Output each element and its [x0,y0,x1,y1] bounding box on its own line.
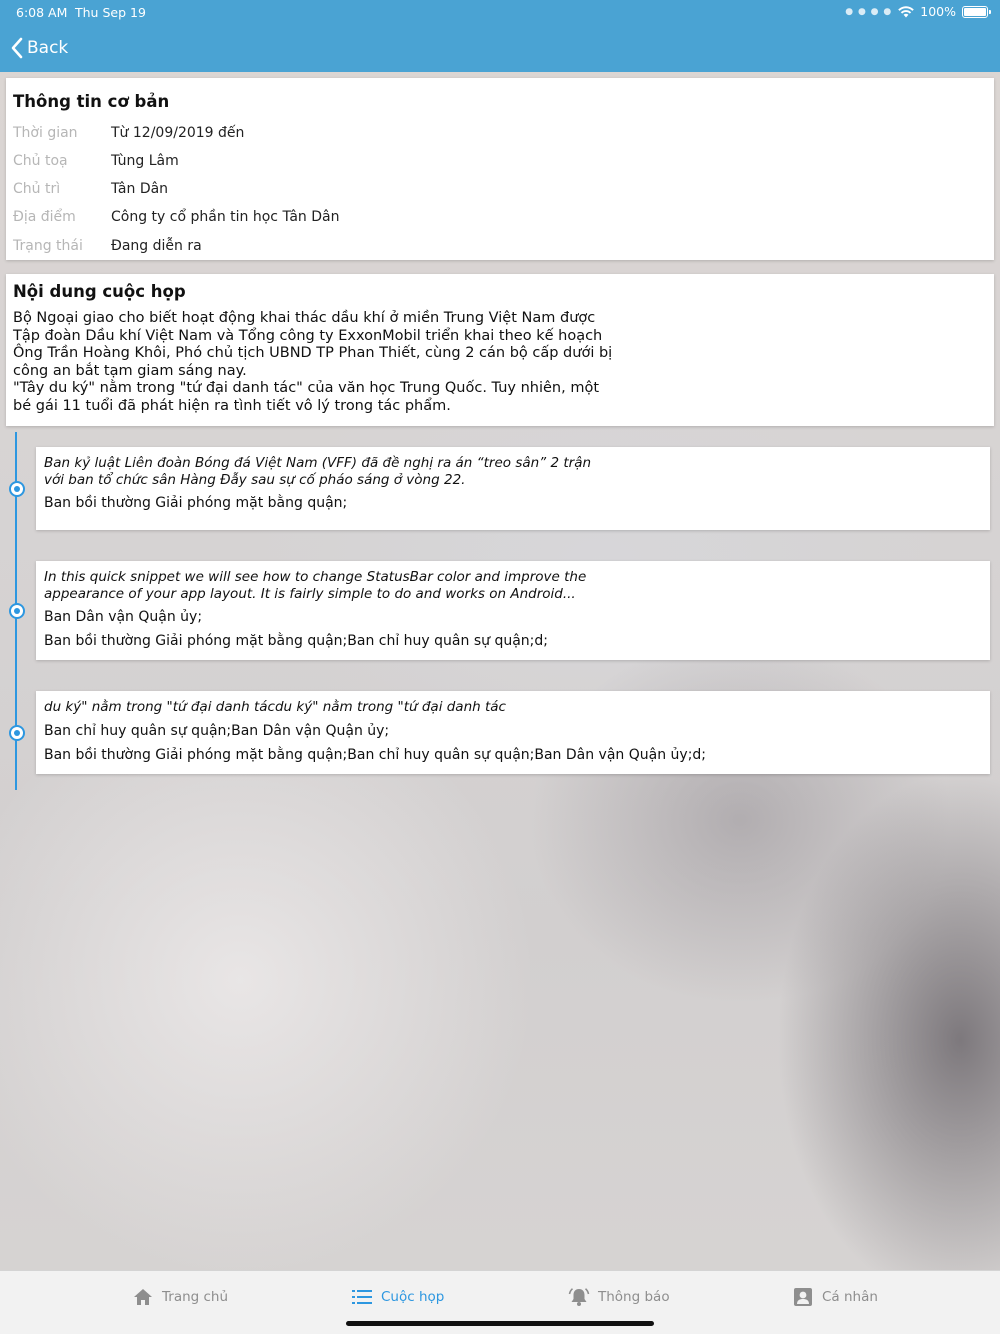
timeline-item-title [44,569,586,602]
info-value: Tân Dân [111,181,169,197]
info-value: Đang diễn ra [111,238,202,254]
timeline-item[interactable] [36,447,990,530]
content-line: Tập đoàn Dầu khí Việt Nam và Tổng công ty ExxonMobil triển khai theo kế hoạch [13,327,603,344]
meeting-content-title: Nội dung cuộc họp [13,282,186,301]
chevron-left-icon [10,37,23,59]
info-label: Chủ trì [13,181,61,197]
timeline-item-line: Ban bồi thường Giải phóng mặt bằng quận;Ban chỉ huy quân sự quận;Ban Dân vận Quận ủy;d; [44,747,707,763]
back-label: Back [27,38,69,58]
timeline-dot [9,603,25,619]
content-line: công an bắt tạm giam sáng nay. [13,362,247,379]
content-line: Bộ Ngoại giao cho biết hoạt động khai thác dầu khí ở miền Trung Việt Nam được [13,310,596,326]
bell-icon [568,1286,590,1308]
nav-header [0,0,1000,72]
status-bar [0,0,1000,24]
timeline-item-line: Ban chỉ huy quân sự quận;Ban Dân vận Quận ủy; [44,723,390,739]
timeline-item-title [44,699,506,716]
battery-percent: 100% [920,4,956,19]
timeline-title-line: In this quick snippet we will see how to change StatusBar color and improve the [44,569,587,585]
timeline-title-line: Ban kỷ luật Liên đoàn Bóng đá Việt Nam (VFF) đã đề nghị ra án “treo sân” 2 trận [44,455,592,471]
tab-label: Trang chủ [162,1289,229,1305]
timeline-dot [9,481,25,497]
timeline-title-line: du ký" nằm trong "tứ đại danh tácdu ký" nằm trong "tứ đại danh tác [44,699,506,715]
info-label: Địa điểm [13,209,76,225]
info-label: Trạng thái [13,238,83,254]
tab-label: Cuộc họp [381,1289,445,1305]
signal-icon: ● ● ● ● [845,6,893,17]
content-line: "Tây du ký" nằm trong "tứ đại danh tác" của văn học Trung Quốc. Tuy nhiên, một [13,380,600,396]
back-button[interactable] [10,34,68,62]
content-line: Ông Trần Hoàng Khôi, Phó chủ tịch UBND TP Phan Thiết, cùng 2 cán bộ cấp dưới bị [13,345,613,361]
info-value: Từ 12/09/2019 đến [111,125,245,141]
basic-info-title: Thông tin cơ bản [13,92,170,111]
timeline-item-line: Ban Dân vận Quận ủy; [44,609,203,625]
tab-notifications[interactable] [568,1285,670,1309]
basic-info-card [6,78,994,260]
meeting-content-card [6,274,994,426]
status-date: Thu Sep 19 [75,5,146,20]
tab-label: Cá nhân [822,1289,878,1305]
tab-profile[interactable] [792,1285,878,1309]
list-icon [351,1286,373,1308]
timeline-item-title [44,455,591,488]
home-icon [132,1286,154,1308]
info-label: Thời gian [13,125,78,141]
content-line: bé gái 11 tuổi đã phát hiện ra tình tiết vô lý trong tác phẩm. [13,397,451,414]
tab-label: Thông báo [598,1289,670,1305]
wifi-icon [898,6,914,18]
info-label: Chủ toạ [13,153,68,169]
battery-icon [962,6,988,18]
timeline-item-line: Ban bồi thường Giải phóng mặt bằng quận; [44,495,348,511]
timeline-dot [9,725,25,741]
info-value: Tùng Lâm [111,153,179,169]
info-value: Công ty cổ phần tin học Tân Dân [111,209,340,225]
timeline-title-line: với ban tổ chức sân Hàng Đẫy sau sự cố pháo sáng ở vòng 22. [44,471,466,488]
meeting-content-body [13,310,613,415]
person-icon [792,1286,814,1308]
home-indicator [346,1321,654,1326]
timeline-title-line: appearance of your app layout. It is fairly simple to do and works on Android... [44,585,576,602]
timeline-item[interactable] [36,691,990,774]
status-time: 6:08 AM [16,5,68,20]
tab-meetings[interactable] [351,1285,444,1309]
timeline-item[interactable] [36,561,990,660]
tab-home[interactable] [132,1285,228,1309]
status-indicators [845,4,988,19]
timeline-item-line: Ban bồi thường Giải phóng mặt bằng quận;Ban chỉ huy quân sự quận;d; [44,633,548,649]
